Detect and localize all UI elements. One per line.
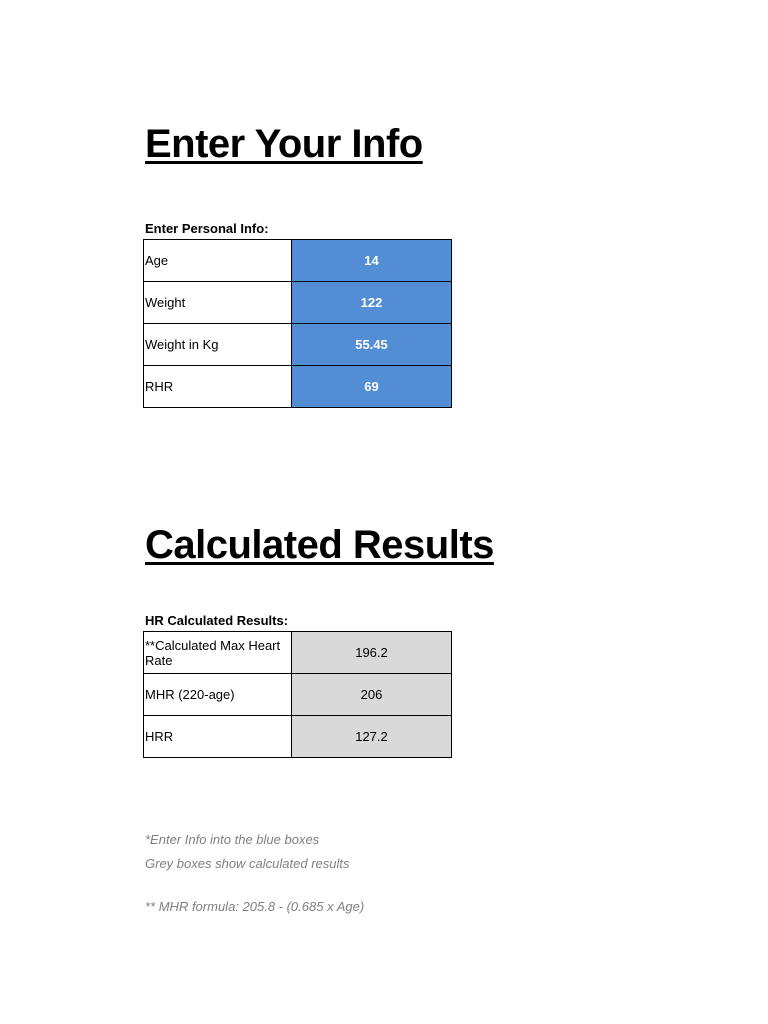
row-label-hrr: HRR (144, 716, 292, 758)
page-title-enter-your-info: Enter Your Info (145, 122, 423, 166)
note-blue-boxes: *Enter Info into the blue boxes (145, 832, 320, 847)
row-label-rhr: RHR (144, 366, 292, 408)
page-title-calculated-results: Calculated Results (145, 523, 494, 567)
note-mhr-formula: ** MHR formula: 205.8 - (0.685 x Age) (145, 899, 365, 914)
hrr-cell: 127.2 (292, 716, 452, 758)
hr-results-label: HR Calculated Results: (145, 613, 289, 628)
table-row-mhr (144, 674, 452, 716)
row-label-mhr: MHR (220-age) (144, 674, 292, 716)
calculated-max-hr-cell: 196.2 (292, 632, 452, 674)
hr-results-table (143, 631, 452, 758)
table-row-rhr (144, 366, 452, 408)
weight-input-cell[interactable]: 122 (292, 282, 452, 324)
personal-info-table (143, 239, 452, 408)
age-input-cell[interactable]: 14 (292, 240, 452, 282)
row-label-weight: Weight (144, 282, 292, 324)
row-label-age: Age (144, 240, 292, 282)
row-label-weight-kg: Weight in Kg (144, 324, 292, 366)
table-row-hrr (144, 716, 452, 758)
mhr-cell: 206 (292, 674, 452, 716)
row-label-calculated-max-hr: **Calculated Max Heart Rate (144, 632, 292, 674)
table-row-calculated-max-hr (144, 632, 452, 674)
note-grey-boxes: Grey boxes show calculated results (145, 856, 350, 871)
weight-kg-input-cell[interactable]: 55.45 (292, 324, 452, 366)
personal-info-label: Enter Personal Info: (145, 221, 269, 236)
table-row-weight-kg (144, 324, 452, 366)
rhr-input-cell[interactable]: 69 (292, 366, 452, 408)
table-row-age (144, 240, 452, 282)
table-row-weight (144, 282, 452, 324)
